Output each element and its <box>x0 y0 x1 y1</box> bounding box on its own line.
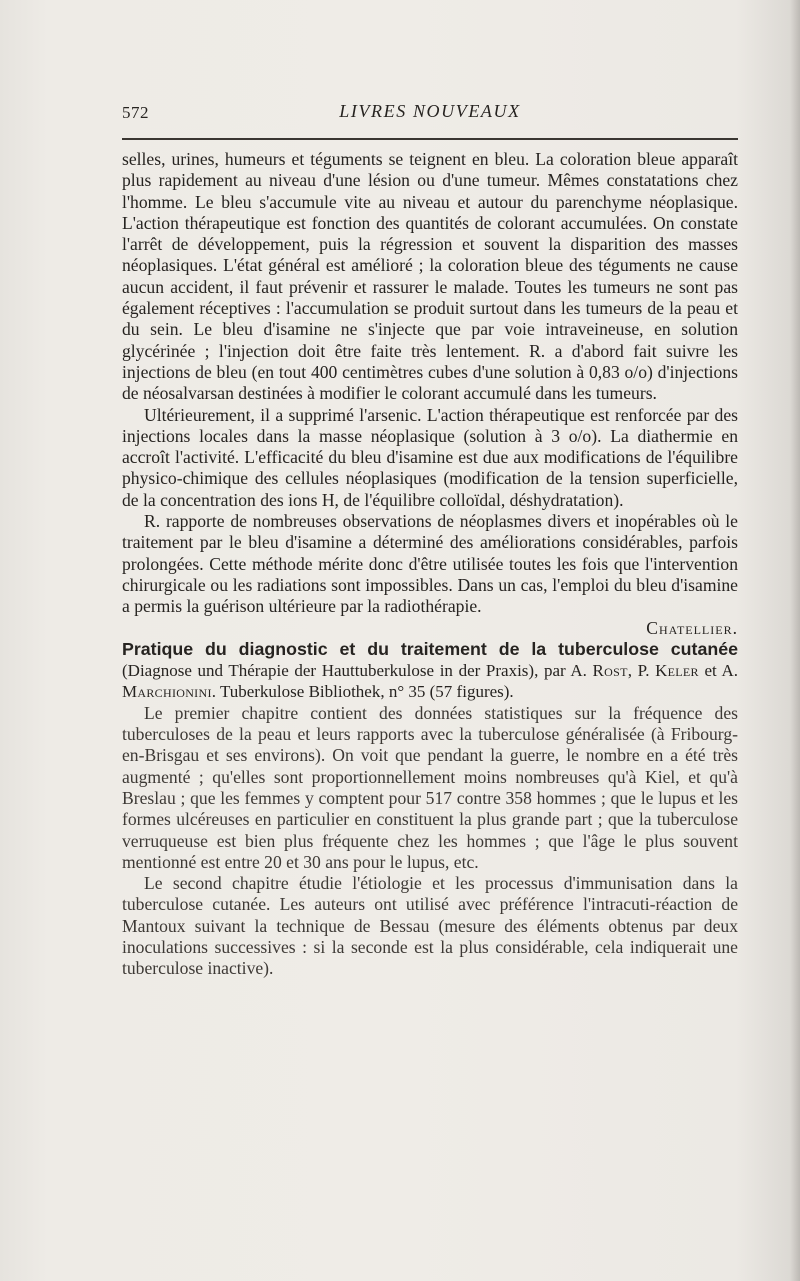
header-rule <box>122 138 738 140</box>
review2-paragraph-2: Le second chapitre étudie l'étiologie et les processus d'immunisation dans la tuberculose cutanée. Les auteurs ont utilisé avec préférence l'intracuti-réaction de Mantoux suivant la technique de Bessau (mesure des éléments obtenus par deux inoculations successives : si la seconde est la plus considérable, cela indiquerait une tuberculose inactive). <box>122 873 738 979</box>
review1-signature: Chatellier. <box>646 617 738 638</box>
review2-subtitle-pre: (Diagnose und Thérapie der Hauttuberkulose in der Praxis), par A. <box>122 661 593 681</box>
review2-title: Pratique du diagnostic et du traitement de la tuberculose cutanée <box>122 638 738 659</box>
review2-author-3: Marchionini <box>122 682 212 702</box>
review2-author-1: Rost <box>592 661 628 681</box>
review1-paragraph-3: R. rapporte de nombreuses observations de néoplasmes divers et inopérables où le traitement par le bleu d'isamine a déterminé des améliorations considérables, parfois prolongées. Cette méthode mérite donc d'être utilisée toutes les fois que l'intervention chirurgicale ou les radiations sont impossibles. Dans un cas, l'emploi du bleu d'isamine a permis la guérison ultérieure par la radiothérapie. <box>122 511 738 617</box>
review2-heading <box>122 639 738 703</box>
review2-author-2: Keler <box>655 661 699 681</box>
page-binding-shadow <box>790 0 800 1281</box>
review1-paragraph-1: selles, urines, humeurs et téguments se teignent en bleu. La coloration bleue apparaît plus rapidement au niveau d'une lésion ou d'une tumeur. Mêmes constatations chez l'homme. Le bleu s'accumule vite au niveau et autour du parenchyme néoplasique. L'action thérapeutique est fonction des quantités de colorant accumulées. On constate l'arrêt de développement, puis la régression et souvent la disparition des masses néoplasiques. L'état général est amélioré ; la coloration bleue des téguments ne cause aucun accident, il faut prévenir et rassurer le malade. Toutes les tumeurs ne sont pas également réceptives : l'accumulation se produit surtout dans les tumeurs de la peau et du sein. Le bleu d'isamine ne s'injecte que par voie intraveineuse, en solution glycérinée ; l'injection doit être faite très lentement. R. a d'abord fait suivre les injections de bleu (en tout 400 centimètres cubes d'une solution à 0,83 o/o) d'injections de néosalvarsan destinées à modifier le colorant accumulé dans les tumeurs. <box>122 149 738 404</box>
review1-paragraph-2: Ultérieurement, il a supprimé l'arsenic. L'action thérapeutique est renforcée par des injections locales dans la masse néoplasique (solution à 3 o/o). La diathermie en accroît l'activité. L'efficacité du bleu d'isamine est due aux modifications de l'équilibre physico-chimique des cellules néoplasiques (modification de la tension superficielle, de la concentration des ions H, de l'équilibre colloïdal, déshydratation). <box>122 404 738 510</box>
review2-subtitle-mid: , P. <box>627 661 656 681</box>
page-number: 572 <box>122 103 149 122</box>
review2-subtitle-mid2: et A. <box>698 661 739 681</box>
running-title: LIVRES NOUVEAUX <box>339 101 521 121</box>
review2-subtitle-post: . Tuberkulose Bibliothek, n° 35 (57 figures). <box>211 682 514 702</box>
review2-paragraph-1: Le premier chapitre contient des données statistiques sur la fréquence des tuberculoses de la peau et leurs rapports avec la tuberculose généralisée (à Fribourg-en-Brisgau et ses environs). On voit que pendant la guerre, le nombre en a été très augmenté ; qu'elles sont proportionnellement moins nombreuses qu'à Kiel, et qu'à Breslau ; que les femmes y comptent pour 517 contre 358 hommes ; que le lupus et les formes ulcéreuses en particulier en constituent la plus grande part ; que la tuberculose verruqueuse est bien plus fréquente chez les hommes ; que l'âge le plus souvent mentionné est entre 20 et 30 ans pour le lupus, etc. <box>122 702 738 872</box>
body-text <box>122 149 738 980</box>
page-header <box>122 100 738 130</box>
